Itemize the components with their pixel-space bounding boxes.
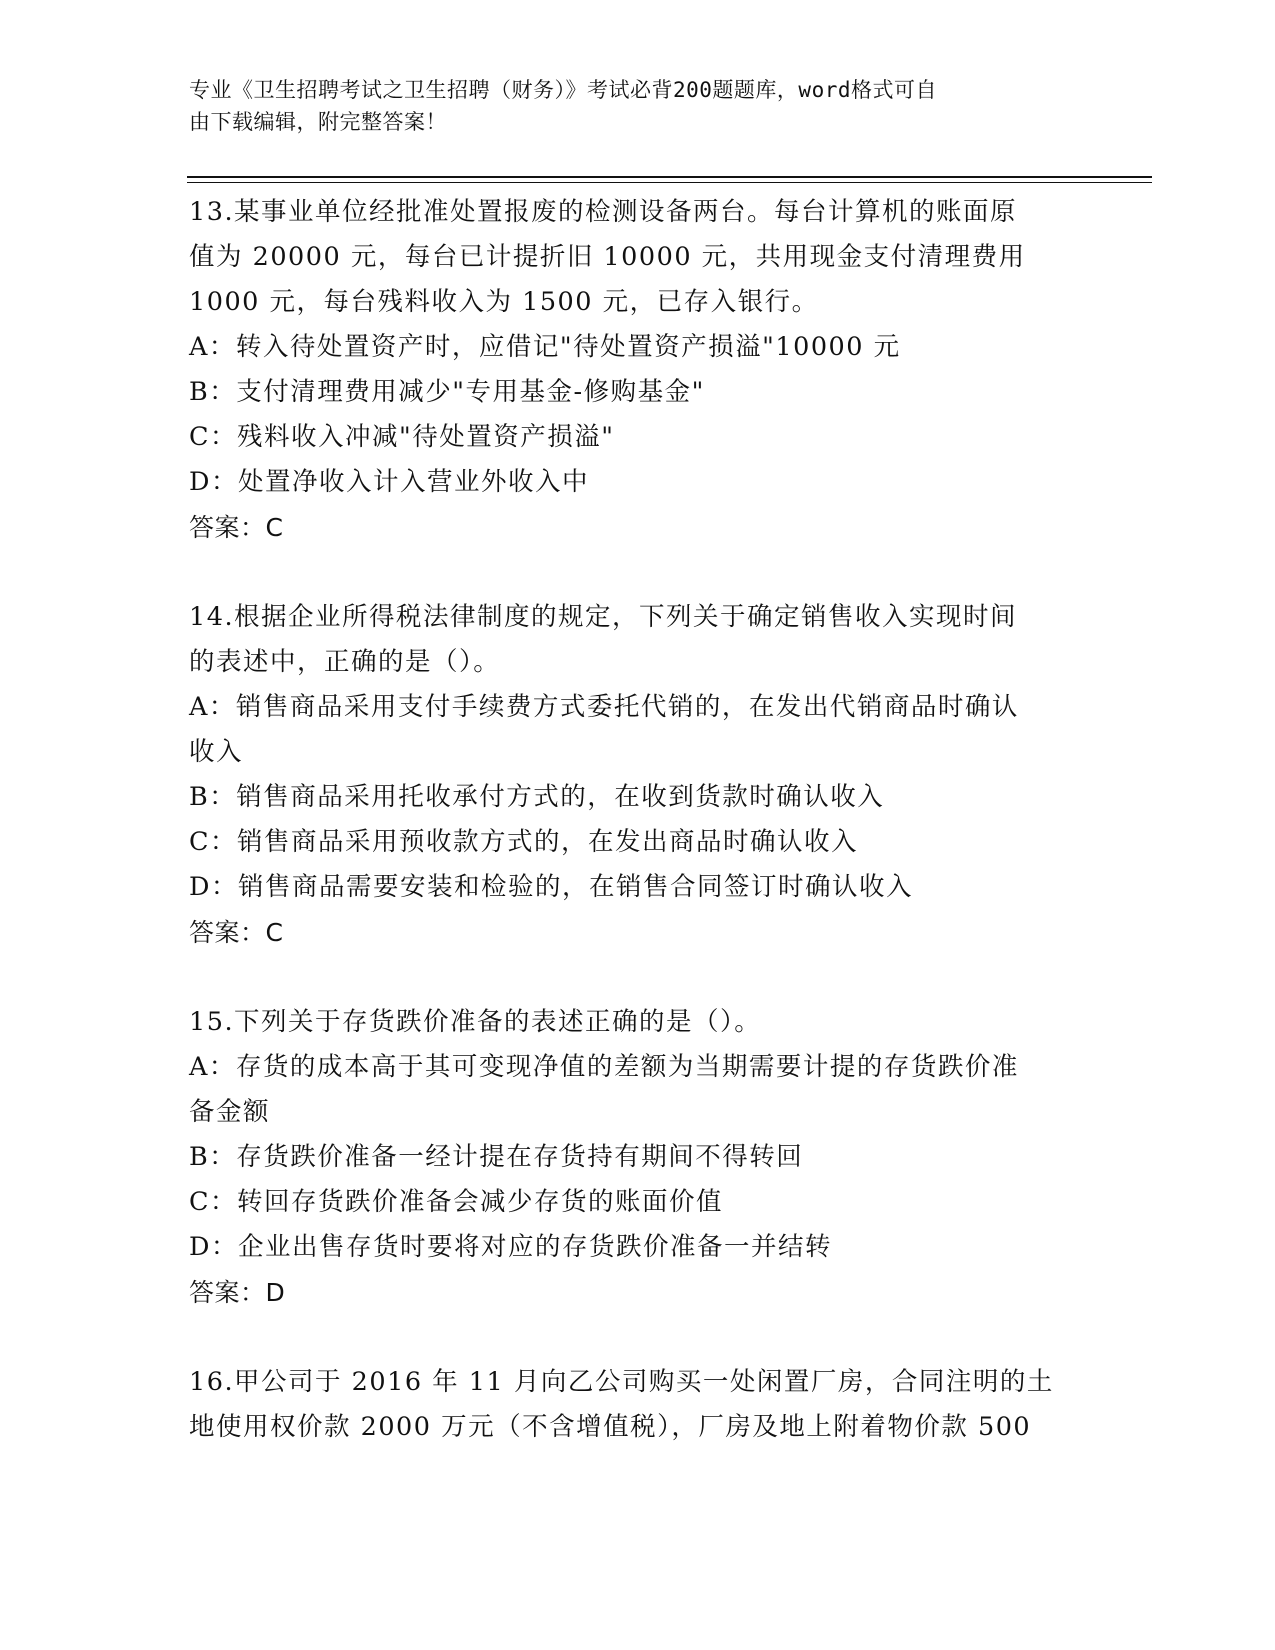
question-13 [189, 190, 1089, 550]
option-d: D：销售商品需要安装和检验的，在销售合同签订时确认收入 [189, 872, 913, 902]
answer-label: 答案：C [189, 513, 284, 542]
header-line-2: 由下载编辑，附完整答案！ [189, 110, 447, 134]
option-c: C：转回存货跌价准备会减少存货的账面价值 [189, 1187, 724, 1217]
question-list [189, 190, 1089, 1450]
question-15 [189, 1000, 1089, 1315]
question-16 [189, 1360, 1089, 1450]
question-stem-line: 15.下列关于存货跌价准备的表述正确的是（）。 [189, 1007, 762, 1037]
option-a: A：存货的成本高于其可变现净值的差额为当期需要计提的存货跌价准 [189, 1052, 1019, 1082]
answer-label: 答案：C [189, 918, 284, 947]
question-stem-line: 13.某事业单位经批准处置报废的检测设备两台。每台计算机的账面原 [189, 197, 1018, 227]
header-divider-thin [187, 182, 1152, 183]
option-b: B：销售商品采用托收承付方式的，在收到货款时确认收入 [189, 782, 885, 812]
question-stem-line: 14.根据企业所得税法律制度的规定，下列关于确定销售收入实现时间 [189, 602, 1018, 632]
question-stem-line: 地使用权价款 2000 万元（不含增值税），厂房及地上附着物价款 500 [189, 1412, 1032, 1442]
question-stem-line: 的表述中，正确的是（）。 [189, 647, 501, 677]
option-d: D：处置净收入计入营业外收入中 [189, 467, 589, 497]
question-stem-line: 1000 元，每台残料收入为 1500 元，已存入银行。 [189, 287, 819, 317]
header-line-1: 专业《卫生招聘考试之卫生招聘（财务）》考试必背200题题库，word格式可自 [189, 78, 937, 102]
question-14 [189, 595, 1089, 955]
option-a: A：转入待处置资产时，应借记"待处置资产损溢"10000 元 [189, 332, 901, 362]
option-a: A：销售商品采用支付手续费方式委托代销的，在发出代销商品时确认 [189, 692, 1019, 722]
option-a-continued: 收入 [189, 737, 244, 767]
option-b: B：存货跌价准备一经计提在存货持有期间不得转回 [189, 1142, 804, 1172]
document-header [189, 74, 1069, 138]
option-b: B：支付清理费用减少"专用基金-修购基金" [189, 377, 705, 407]
option-d: D：企业出售存货时要将对应的存货跌价准备一并结转 [189, 1232, 832, 1262]
question-stem-line: 16.甲公司于 2016 年 11 月向乙公司购买一处闲置厂房，合同注明的土 [189, 1367, 1054, 1397]
answer-label: 答案：D [189, 1278, 286, 1307]
option-a-continued: 备金额 [189, 1097, 271, 1127]
option-c: C：残料收入冲减"待处置资产损溢" [189, 422, 615, 452]
header-divider-thick [187, 176, 1152, 178]
option-c: C：销售商品采用预收款方式的，在发出商品时确认收入 [189, 827, 859, 857]
question-stem-line: 值为 20000 元，每台已计提折旧 10000 元，共用现金支付清理费用 [189, 242, 1026, 272]
